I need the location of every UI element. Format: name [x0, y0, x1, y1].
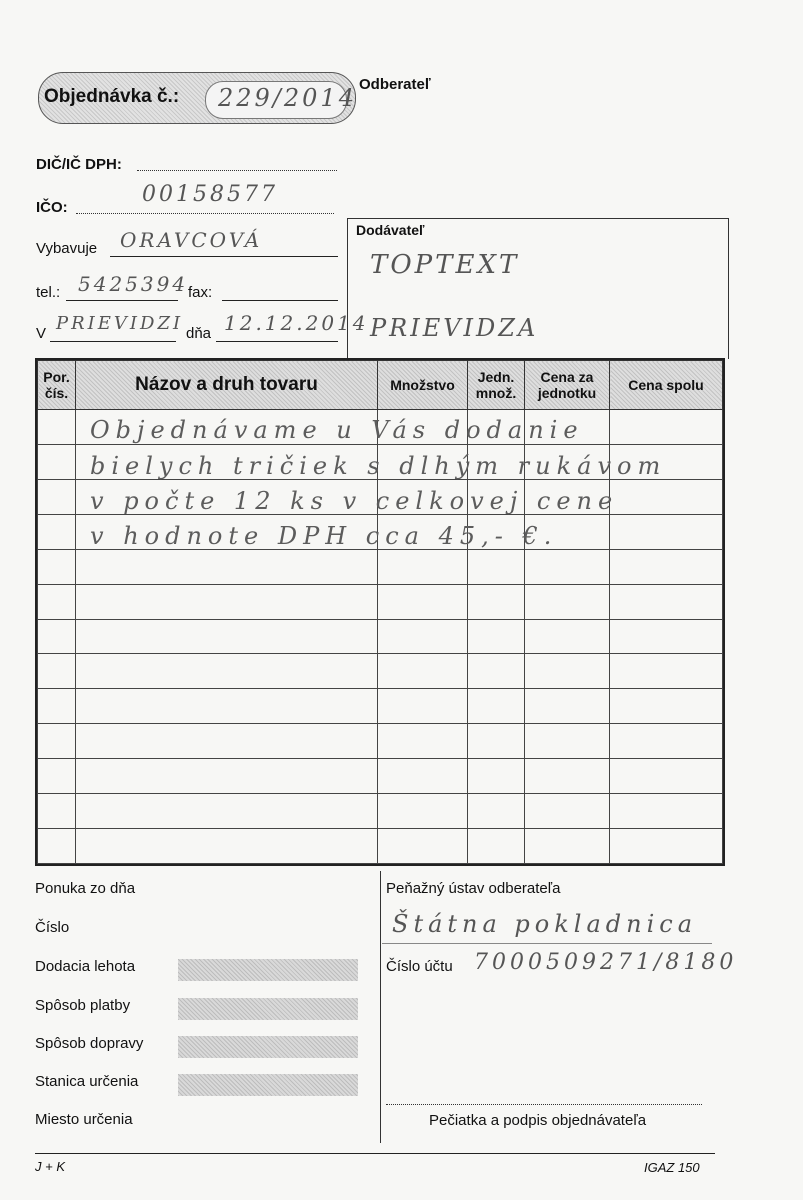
delivery-term-field[interactable] [178, 959, 358, 981]
ico-label: IČO: [36, 199, 68, 216]
table-row [38, 619, 723, 654]
tel-value: 5425394 [78, 272, 189, 296]
table-cell[interactable] [610, 549, 723, 584]
table-cell[interactable] [525, 759, 610, 794]
table-cell[interactable] [378, 759, 468, 794]
table-row [38, 689, 723, 724]
table-row [38, 724, 723, 759]
ico-field[interactable] [76, 213, 334, 214]
table-cell[interactable] [468, 759, 525, 794]
table-cell[interactable] [468, 724, 525, 759]
bank-underline [382, 943, 712, 944]
signature-line[interactable] [386, 1104, 702, 1105]
handwritten-line-1: Objednávame u Vás dodanie [90, 416, 584, 444]
col-unit-price-header: Cena za jednotku [525, 361, 610, 410]
table-cell[interactable] [76, 584, 378, 619]
table-cell[interactable] [38, 654, 76, 689]
account-value: 7000509271/8180 [474, 950, 738, 975]
footer-rule [35, 1153, 715, 1154]
table-cell[interactable] [525, 724, 610, 759]
date-value: 12.12.2014 [224, 311, 369, 335]
table-row [38, 654, 723, 689]
table-cell[interactable] [38, 479, 76, 514]
supplier-city: PRIEVIDZA [370, 314, 539, 342]
table-cell[interactable] [38, 689, 76, 724]
form-code: IGAZ 150 [644, 1160, 700, 1175]
handwritten-line-4: v hodnote DPH cca 45,- €. [90, 522, 558, 550]
table-cell[interactable] [610, 410, 723, 445]
table-cell[interactable] [38, 724, 76, 759]
place-label: V [36, 325, 47, 342]
table-cell[interactable] [525, 654, 610, 689]
table-cell[interactable] [38, 584, 76, 619]
col-unit-header: Jedn. množ. [468, 361, 525, 410]
payment-method-field[interactable] [178, 998, 358, 1020]
table-row [38, 794, 723, 829]
table-cell[interactable] [525, 584, 610, 619]
table-cell[interactable] [378, 829, 468, 864]
table-cell[interactable] [610, 479, 723, 514]
handwritten-line-3: v počte 12 ks v celkovej cene [90, 487, 619, 515]
col-name-header: Názov a druh tovaru [76, 361, 378, 410]
table-cell[interactable] [378, 689, 468, 724]
supplier-name: TOPTEXT [370, 250, 520, 280]
table-cell[interactable] [468, 584, 525, 619]
table-cell[interactable] [378, 724, 468, 759]
dic-label: DIČ/IČ DPH: [36, 156, 122, 173]
destination-station-label: Stanica určenia [35, 1073, 139, 1090]
table-cell[interactable] [38, 410, 76, 445]
fax-label: fax: [188, 284, 213, 301]
table-cell[interactable] [378, 549, 468, 584]
table-cell[interactable] [525, 549, 610, 584]
order-number-value: 229/2014 [218, 84, 357, 112]
date-label: dňa [186, 325, 212, 342]
transport-method-field[interactable] [178, 1036, 358, 1058]
handwritten-line-2: bielych tričiek s dlhým rukávom [90, 452, 667, 480]
table-cell[interactable] [38, 514, 76, 549]
table-cell[interactable] [38, 444, 76, 479]
payment-method-label: Spôsob platby [35, 997, 131, 1014]
table-cell[interactable] [378, 654, 468, 689]
supplier-label: Dodávateľ [356, 222, 425, 238]
table-row [38, 549, 723, 584]
table-cell[interactable] [76, 724, 378, 759]
tel-label: tel.: [36, 284, 61, 301]
table-cell[interactable] [38, 759, 76, 794]
table-cell[interactable] [525, 829, 610, 864]
col-total-header: Cena spolu [610, 361, 723, 410]
table-cell[interactable] [76, 829, 378, 864]
table-cell[interactable] [468, 829, 525, 864]
table-cell[interactable] [610, 584, 723, 619]
table-cell[interactable] [378, 794, 468, 829]
table-cell[interactable] [76, 759, 378, 794]
number-label: Číslo [35, 919, 70, 936]
dic-field[interactable] [137, 170, 337, 171]
customer-label: Odberateľ [359, 76, 431, 93]
table-cell[interactable] [610, 514, 723, 549]
bank-value: Štátna pokladnica [392, 910, 698, 938]
place-value: PRIEVIDZI [56, 313, 184, 334]
offer-date-label: Ponuka zo dňa [35, 880, 136, 897]
handled-by-field[interactable] [110, 256, 338, 257]
table-cell[interactable] [610, 619, 723, 654]
col-quantity-header: Množstvo [378, 361, 468, 410]
table-cell[interactable] [38, 619, 76, 654]
table-cell[interactable] [610, 724, 723, 759]
stamp-signature-label: Pečiatka a podpis objednávateľa [429, 1112, 647, 1129]
table-cell[interactable] [610, 654, 723, 689]
table-cell[interactable] [76, 619, 378, 654]
handled-by-value: ORAVCOVÁ [120, 228, 263, 252]
footer-left: J + K [35, 1159, 65, 1174]
transport-method-label: Spôsob dopravy [35, 1035, 144, 1052]
table-cell[interactable] [76, 654, 378, 689]
table-row [38, 829, 723, 864]
table-cell[interactable] [38, 549, 76, 584]
fax-field[interactable] [222, 300, 338, 301]
table-cell[interactable] [76, 549, 378, 584]
table-cell[interactable] [468, 794, 525, 829]
ico-value: 00158577 [142, 182, 278, 207]
handled-by-label: Vybavuje [36, 240, 98, 257]
table-cell[interactable] [525, 794, 610, 829]
table-cell[interactable] [468, 654, 525, 689]
table-cell[interactable] [468, 549, 525, 584]
place-field[interactable] [50, 341, 176, 342]
destination-place-label: Miesto určenia [35, 1111, 133, 1128]
date-field[interactable] [216, 341, 338, 342]
table-cell[interactable] [76, 689, 378, 724]
table-cell[interactable] [378, 584, 468, 619]
table-cell[interactable] [525, 689, 610, 724]
table-cell[interactable] [610, 829, 723, 864]
account-label: Číslo účtu [386, 958, 453, 975]
delivery-term-label: Dodacia lehota [35, 958, 136, 975]
col-no-header: Por. čís. [38, 361, 76, 410]
tel-field[interactable] [66, 300, 178, 301]
bank-label: Peňažný ústav odberateľa [386, 880, 561, 897]
table-cell[interactable] [76, 794, 378, 829]
table-cell[interactable] [468, 689, 525, 724]
table-row [38, 759, 723, 794]
destination-station-field[interactable] [178, 1074, 358, 1096]
order-number-label: Objednávka č.: [44, 86, 180, 107]
table-cell[interactable] [38, 794, 76, 829]
table-cell[interactable] [610, 794, 723, 829]
table-row [38, 584, 723, 619]
section-divider [380, 871, 381, 1143]
table-cell[interactable] [468, 619, 525, 654]
table-cell[interactable] [38, 829, 76, 864]
table-cell[interactable] [378, 619, 468, 654]
table-cell[interactable] [610, 689, 723, 724]
table-cell[interactable] [525, 619, 610, 654]
table-cell[interactable] [610, 759, 723, 794]
